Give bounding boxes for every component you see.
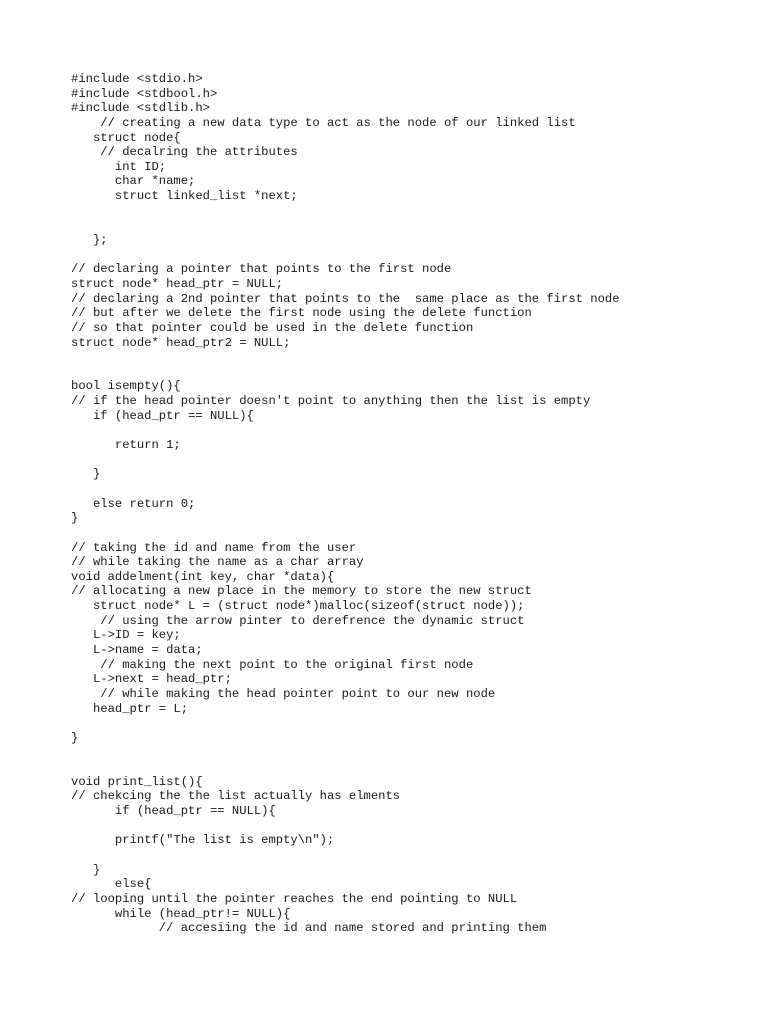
code-line: head_ptr = L; [71,701,189,716]
code-line [71,819,751,834]
code-line: } [71,467,101,482]
code-line: return 1; [71,438,181,453]
code-line: }; [71,233,108,248]
code-line: while (head_ptr!= NULL){ [71,906,291,921]
code-line: struct linked_list *next; [71,189,298,204]
code-line: #include <stdio.h> [71,72,203,86]
code-line: // if the head pointer doesn't point to anything then the list is empty [71,394,591,409]
code-line: // but after we delete the first node using the delete function [71,306,532,321]
code-line [71,760,751,775]
code-line: // while making the head pointer point to our new node [71,686,496,701]
code-line: struct node* L = (struct node*)malloc(sizeof(struct node)); [71,599,525,614]
code-line [71,248,751,263]
code-line: else{ [71,877,152,892]
code-block [71,72,751,936]
code-line [71,453,751,468]
code-line: // taking the id and name from the user [71,540,357,555]
code-line: // declaring a 2nd pointer that points to the same place as the first node [71,291,620,306]
code-line: L->ID = key; [71,628,181,643]
code-line: // making the next point to the original first node [71,657,474,672]
code-line: // while taking the name as a char array [71,555,364,570]
code-line [71,365,751,380]
code-line: L->name = data; [71,642,203,657]
code-line [71,350,751,365]
code-line: } [71,511,79,526]
code-line: // creating a new data type to act as the node of our linked list [71,115,576,130]
code-line: // allocating a new place in the memory to store the new struct [71,584,532,599]
code-line: struct node* head_ptr = NULL; [71,276,284,291]
code-line: printf("The list is empty\n"); [71,833,335,848]
code-line: struct node* head_ptr2 = NULL; [71,335,291,350]
code-line [71,423,751,438]
code-line: // declaring a pointer that points to the first node [71,262,452,277]
code-line: // using the arrow pinter to derefrence the dynamic struct [71,613,525,628]
code-line: } [71,730,79,745]
code-line: } [71,862,101,877]
code-line: // chekcing the the list actually has elments [71,789,401,804]
code-line: #include <stdbool.h> [71,86,218,101]
code-line: struct node{ [71,130,181,145]
code-line [71,482,751,497]
code-line: L->next = head_ptr; [71,672,232,687]
code-line [71,218,751,233]
code-line: // accesiing the id and name stored and printing them [71,921,547,936]
code-line: char *name; [71,174,196,189]
code-line: #include <stdlib.h> [71,101,210,116]
code-line [71,745,751,760]
code-line [71,526,751,541]
code-line: // looping until the pointer reaches the end pointing to NULL [71,891,518,906]
code-line: bool isempty(){ [71,379,181,394]
code-line: else return 0; [71,496,196,511]
code-line [71,204,751,219]
code-line: if (head_ptr == NULL){ [71,408,254,423]
code-line [71,716,751,731]
code-line: void addelment(int key, char *data){ [71,569,335,584]
code-line [71,848,751,863]
code-line: if (head_ptr == NULL){ [71,804,276,819]
code-line: // decalring the attributes [71,145,298,160]
code-line: void print_list(){ [71,774,203,789]
code-line: // so that pointer could be used in the delete function [71,320,474,335]
code-line: int ID; [71,159,167,174]
